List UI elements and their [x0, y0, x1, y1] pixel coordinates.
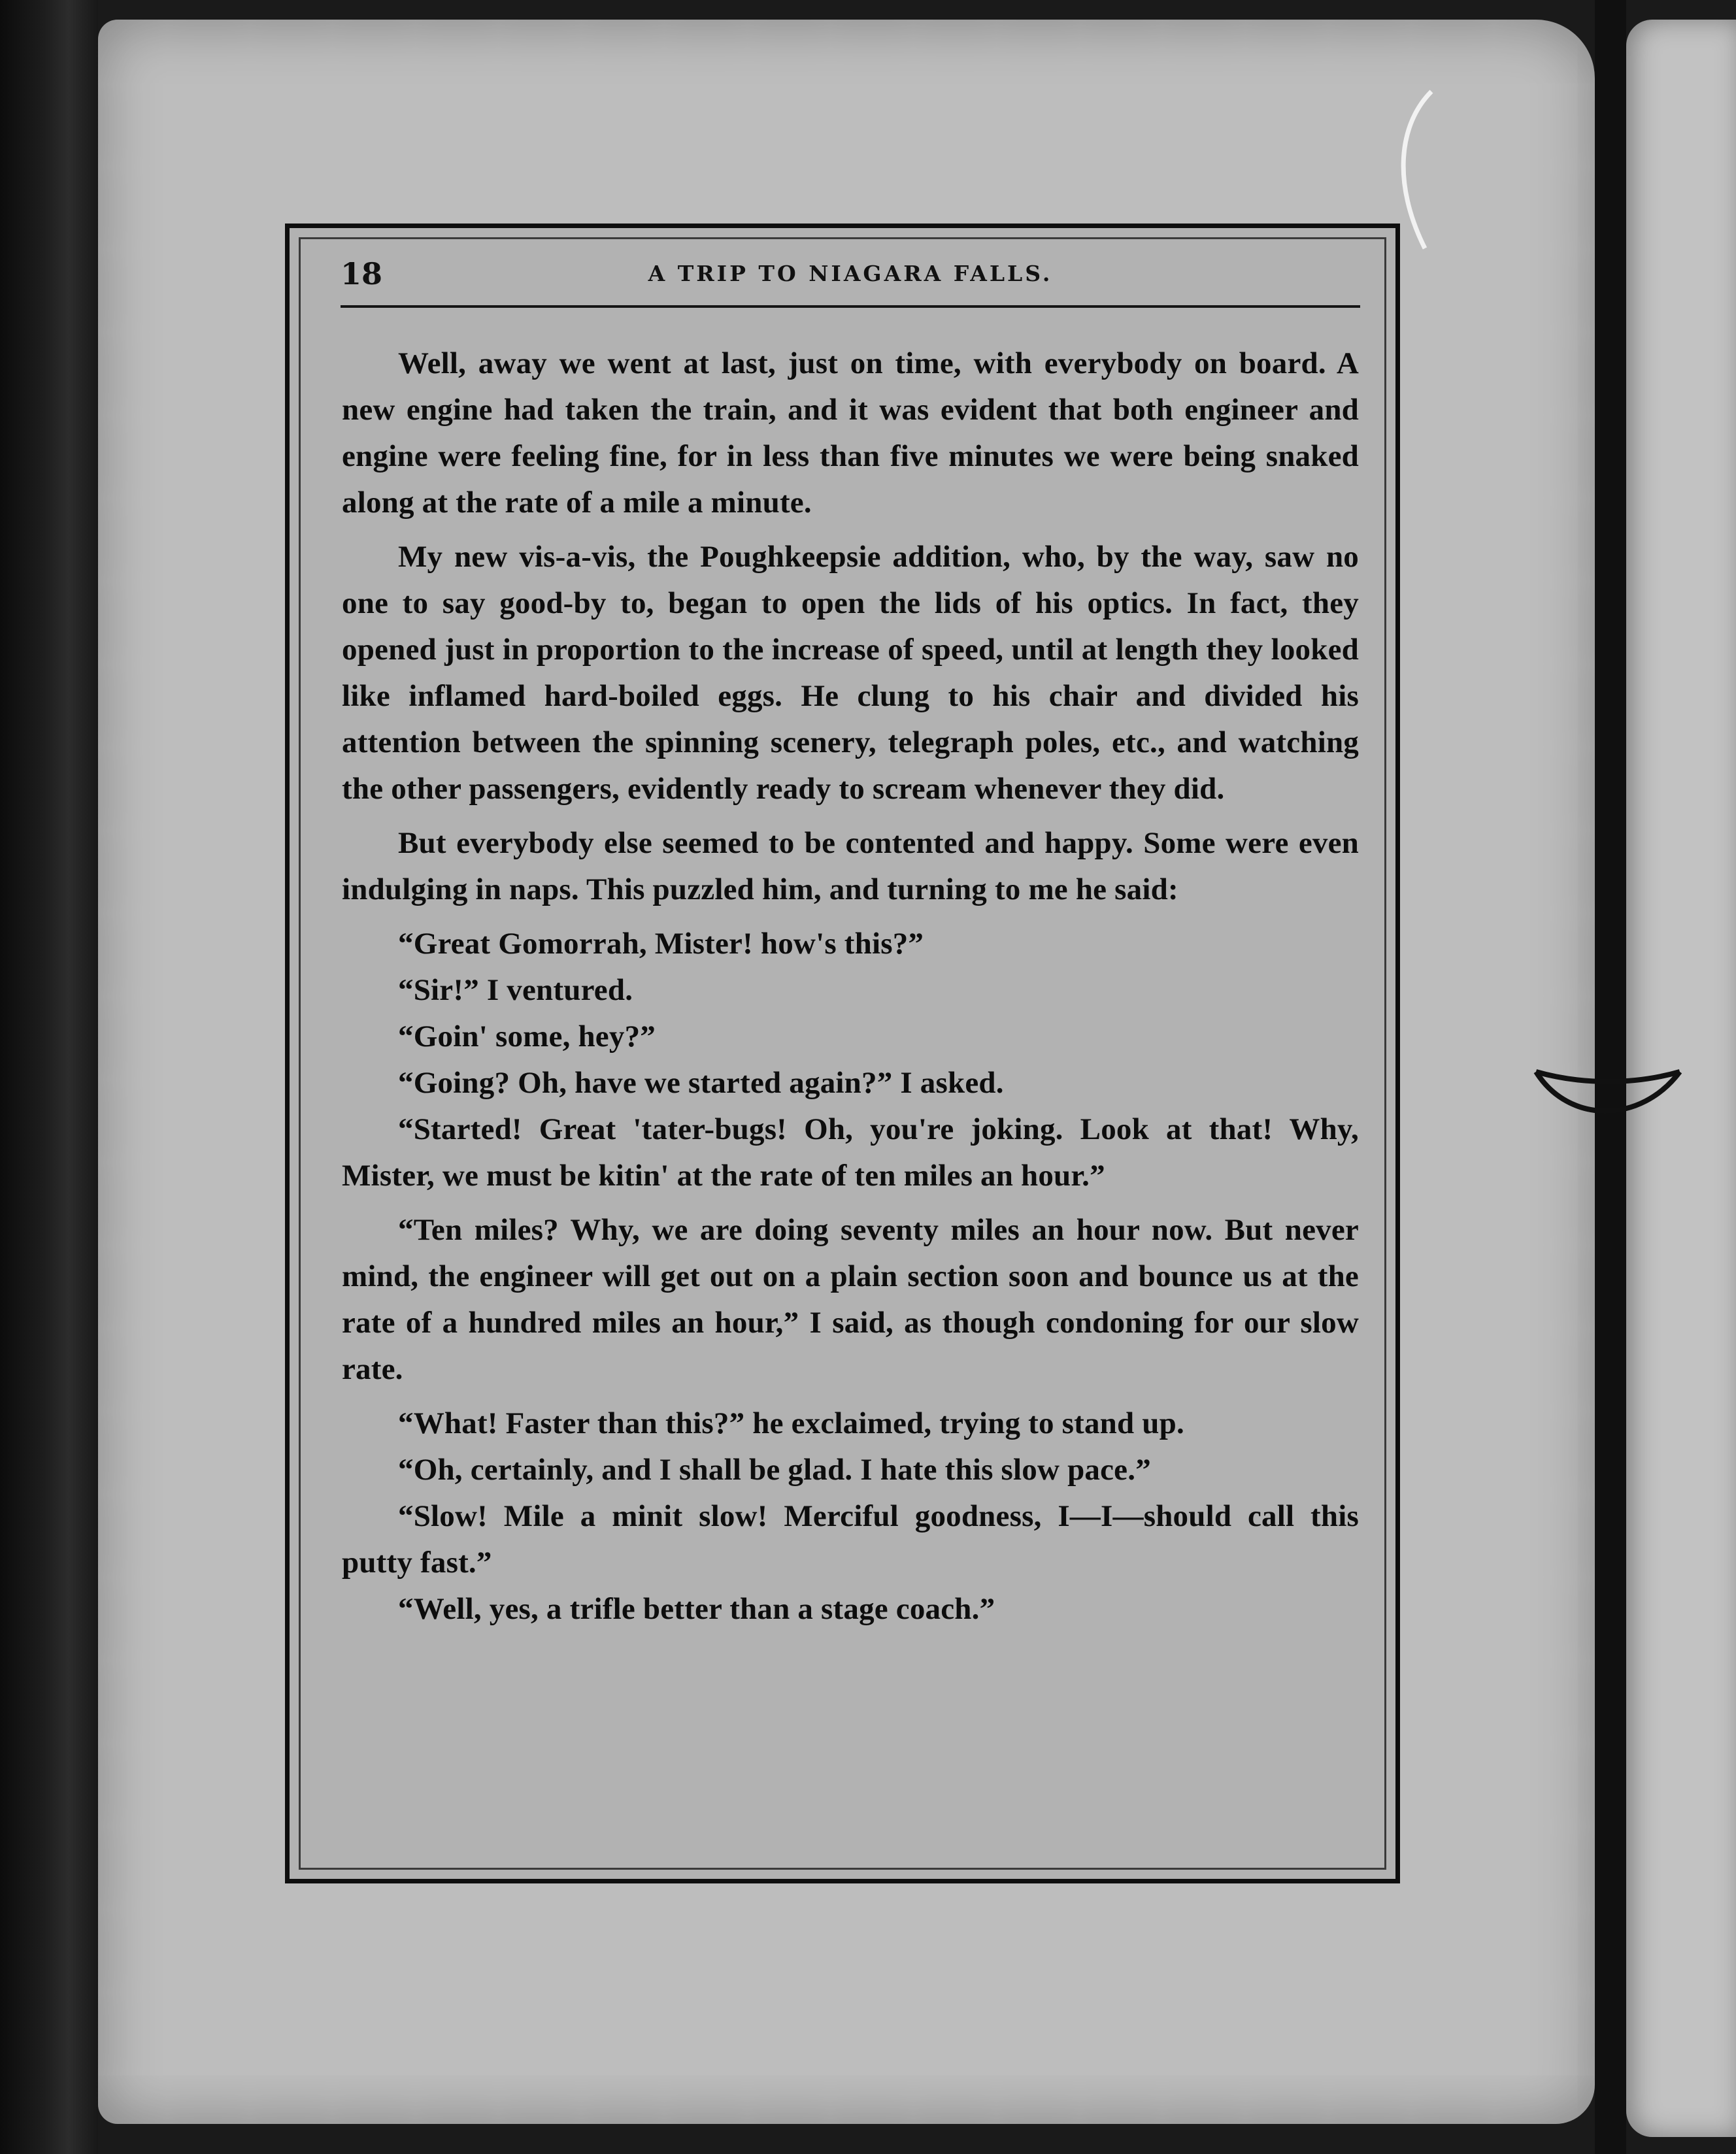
- dialogue-line: “What! Faster than this?” he exclaimed, trying to stand up.: [398, 1406, 1184, 1440]
- dialogue-line: “Sir!” I ventured.: [398, 973, 633, 1007]
- paragraph: My new vis-a-vis, the Poughkeepsie addition, who, by the way, saw no one to say good-by to, began to open the lids of his optics. In fact, they opened just in proportion to the increase of speed, until at length they looked like inflamed hard-boiled eggs. He clung to his chair and divided his attention between the spinning scenery, telegraph poles, etc., and watching the other passengers, evidently ready to scream whenever they did.: [342, 540, 1359, 806]
- dialogue-line: “Goin' some, hey?”: [398, 1019, 656, 1053]
- dialogue-line: “Oh, certainly, and I shall be glad. I hate this slow pace.”: [398, 1453, 1151, 1487]
- page-number: 18: [341, 256, 383, 291]
- dialogue-line: “Slow! Mile a minit slow! Merciful goodness, I—I—should call this putty fast.”: [342, 1499, 1359, 1580]
- book-gutter: [0, 0, 98, 2154]
- page-header: [341, 254, 1360, 293]
- paragraph: But everybody else seemed to be contented and happy. Some were even indulging in naps. This puzzled him, and turning to me he said:: [342, 826, 1359, 906]
- dialogue-line: “Well, yes, a trifle better than a stage coach.”: [398, 1592, 995, 1626]
- body-text: [342, 340, 1359, 1632]
- pencil-mark-bracket: [1529, 1052, 1686, 1144]
- dialogue-line: “Ten miles? Why, we are doing seventy miles an hour now. But never mind, the engineer will get out on a plain section soon and bounce us at the rate of a hundred miles an hour,” I said, as though condoning for our slow rate.: [342, 1213, 1359, 1386]
- header-rule: [341, 305, 1360, 308]
- printed-page-frame: [285, 224, 1400, 1883]
- paragraph: Well, away we went at last, just on time, with everybody on board. A new engine had taken the train, and it was evident that both engineer and engine were feeling fine, for in less than five minutes we were being snaked along at the rate of a mile a minute.: [342, 346, 1359, 520]
- dialogue-line: “Started! Great 'tater-bugs! Oh, you're joking. Look at that! Why, Mister, we must be kitin' at the rate of ten miles an hour.”: [342, 1112, 1359, 1193]
- dialogue-line: “Great Gomorrah, Mister! how's this?”: [398, 927, 924, 961]
- dialogue-line: “Going? Oh, have we started again?” I asked.: [398, 1066, 1004, 1100]
- running-head: A TRIP TO NIAGARA FALLS.: [648, 261, 1053, 286]
